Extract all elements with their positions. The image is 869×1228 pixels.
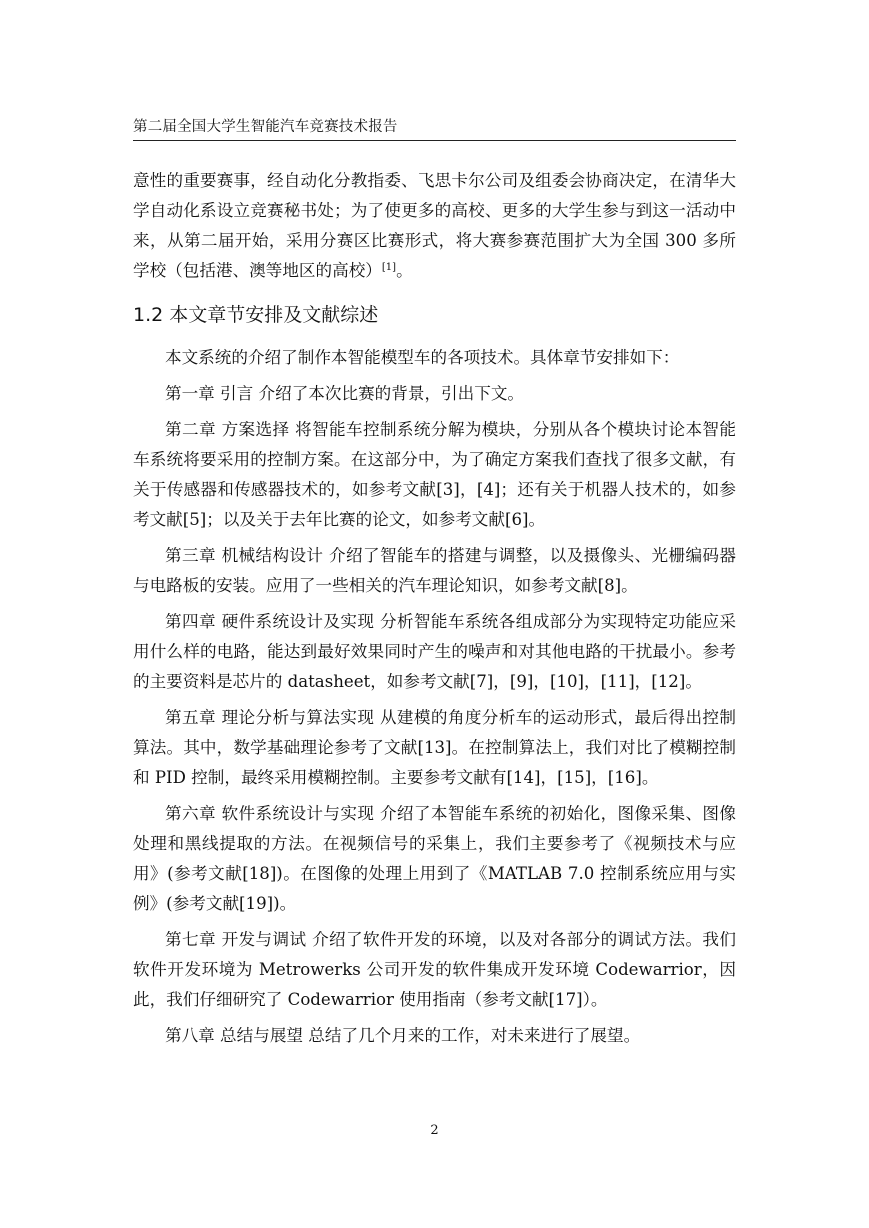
intro-text: 意性的重要赛事，经自动化分教指委、飞思卡尔公司及组委会协商决定，在清华大学自动化系设立竞赛秘书处；为了使更多的高校、更多的大学生参与到这一活动中来，从第二届开始，采用分赛区比赛形式，将大赛参赛范围扩大为全国 300 多所学校（包括港、澳等地区的高校） — [133, 171, 736, 280]
paragraph-chapter-3: 第三章 机械结构设计 介绍了智能车的搭建与调整，以及摄像头、光栅编码器与电路板的安装。应用了一些相关的汽车理论知识，如参考文献[8]。 — [133, 546, 736, 595]
paragraph-chapter-5: 第五章 理论分析与算法实现 从建模的角度分析车的运动形式，最后得出控制算法。其中，数学基础理论参考了文献[13]。在控制算法上，我们对比了模糊控制和 PID 控制，最终采用模糊控制。主要参考文献有[14]，[15]，[16]。 — [133, 708, 736, 787]
section-heading: 1.2 本文章节安排及文献综述 — [133, 304, 379, 326]
paragraph-chapter-2: 第二章 方案选择 将智能车控制系统分解为模块，分别从各个模块讨论本智能车系统将要采用的控制方案。在这部分中，为了确定方案我们查找了很多文献，有关于传感器和传感器技术的，如参考文献[3]，[4]；还有关于机器人技术的，如参考文献[5]；以及关于去年比赛的论文，如参考文献[6]。 — [133, 420, 736, 529]
page-number: 2 — [430, 1123, 439, 1138]
body-text — [133, 166, 736, 1057]
paragraph-chapter-8: 第八章 总结与展望 总结了几个月来的工作，对未来进行了展望。 — [165, 1026, 641, 1045]
running-header: 第二届全国大学生智能汽车竞赛技术报告 — [133, 116, 736, 141]
paragraph-overview: 本文系统的介绍了制作本智能模型车的各项技术。具体章节安排如下： — [165, 348, 680, 367]
paragraph-chapter-1: 第一章 引言 介绍了本次比赛的背景，引出下文。 — [165, 384, 525, 403]
paragraph-chapter-6: 第六章 软件系统设计与实现 介绍了本智能车系统的初始化，图像采集、图像处理和黑线提取的方法。在视频信号的采集上，我们主要参考了《视频技术与应用》(参考文献[18])。在图像的处理上用到了《MATLAB 7.0 控制系统应用与实例》(参考文献[19])。 — [133, 804, 736, 913]
citation-ref: [1] — [381, 262, 397, 273]
paragraph-chapter-7: 第七章 开发与调试 介绍了软件开发的环境，以及对各部分的调试方法。我们软件开发环境为 Metrowerks 公司开发的软件集成开发环境 Codewarrior，因此，我们仔细研究了 Codewarrior 使用指南（参考文献[17]）。 — [133, 930, 736, 1009]
intro-end: 。 — [396, 261, 413, 280]
intro-paragraph — [133, 166, 736, 286]
paragraph-chapter-4: 第四章 硬件系统设计及实现 分析智能车系统各组成部分为实现特定功能应采用什么样的电路，能达到最好效果同时产生的噪声和对其他电路的干扰最小。参考的主要资料是芯片的 datasheet，如参考文献[7]，[9]，[10]，[11]，[12]。 — [133, 612, 736, 691]
